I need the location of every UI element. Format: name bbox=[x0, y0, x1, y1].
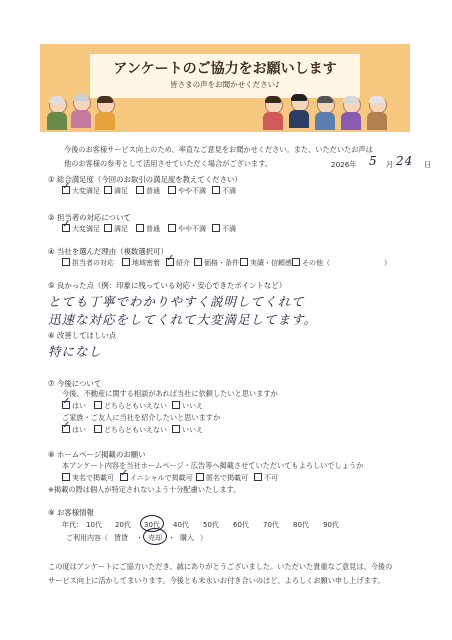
q2-option-satisfied[interactable]: 満足 bbox=[104, 224, 128, 234]
intro-line-1: 今後のお客様サービス向上のため、率直なご意見をお聞かせください。また、いただいたお声は bbox=[64, 145, 373, 154]
checkbox[interactable] bbox=[104, 186, 112, 194]
checkbox[interactable] bbox=[168, 186, 176, 194]
date-year: 2026年 bbox=[331, 160, 357, 169]
q1-option-normal[interactable]: 普通 bbox=[136, 186, 160, 196]
checkbox[interactable] bbox=[172, 425, 180, 433]
q7-question-1: 今後、不動産に関する相談があれば当社に依頼したいと思いますか bbox=[62, 389, 278, 398]
checkbox[interactable] bbox=[136, 224, 144, 232]
elderly-woman-illustration bbox=[70, 94, 92, 128]
checkbox[interactable] bbox=[168, 224, 176, 232]
banner-title-panel bbox=[90, 54, 360, 98]
q9-age-40s[interactable]: 40代 bbox=[173, 521, 189, 529]
checkbox-checked[interactable] bbox=[62, 425, 70, 433]
q9-usage-buy[interactable]: 購入 bbox=[180, 534, 194, 542]
elderly-man-illustration bbox=[46, 96, 68, 130]
q2-title: ② 担当者の対応について bbox=[48, 213, 131, 222]
q9-usage-sell[interactable]: 売却 bbox=[148, 534, 162, 542]
checkbox[interactable] bbox=[62, 258, 70, 266]
q4-other-close-paren: ） bbox=[384, 259, 391, 267]
q7-q1-option-no[interactable]: いいえ bbox=[172, 401, 203, 411]
q7-title: ⑦ 今後について bbox=[48, 379, 102, 388]
q9-usage-close: ） bbox=[200, 534, 207, 542]
closing-line-1: この度はアンケートにご協力いただき、誠にありがとうございました。いただいた貴重なご意見は、今後の bbox=[48, 562, 393, 571]
q2-option-dissatisfied[interactable]: 不満 bbox=[212, 224, 236, 234]
checkbox[interactable] bbox=[240, 258, 248, 266]
checkbox[interactable] bbox=[212, 186, 220, 194]
checkbox[interactable] bbox=[94, 401, 102, 409]
q2-option-normal[interactable]: 普通 bbox=[136, 224, 160, 234]
q7-q2-option-neither[interactable]: どちらともいえない bbox=[94, 425, 167, 435]
q5-title: ⑤ 良かった点（例：印象に残っている対応・安心できたポイントなど） bbox=[48, 281, 287, 290]
q8-question: 本アンケート内容を当社ホームページ・広告等へ掲載させていただいてもよろしいでしょうか bbox=[62, 461, 364, 470]
grandmother-illustration bbox=[340, 96, 362, 130]
date-month-handwritten: 5 bbox=[369, 154, 378, 168]
checkbox[interactable] bbox=[212, 224, 220, 232]
q7-q2-option-no[interactable]: いいえ bbox=[172, 425, 203, 435]
intro-line-2: 他のお客様の参考として活用させていただく場合がございます。 bbox=[64, 159, 272, 168]
q8-title: ⑧ ホームページ掲載のお願い bbox=[48, 450, 146, 459]
q6-title: ⑥ 改善してほしい点 bbox=[48, 331, 117, 340]
q4-option-staff[interactable]: 担当者の対応 bbox=[62, 258, 114, 268]
q8-option-initials[interactable]: ✓ イニシャルで掲載可 bbox=[120, 473, 193, 483]
q1-option-dissatisfied[interactable]: 不満 bbox=[212, 186, 236, 196]
checkbox[interactable] bbox=[172, 401, 180, 409]
q9-age-10s[interactable]: 10代 bbox=[86, 521, 102, 529]
checkbox-checked[interactable] bbox=[166, 258, 174, 266]
q4-title: ④ 当社を選んだ理由（複数選択可） bbox=[48, 247, 168, 256]
q7-q1-option-yes[interactable]: ✓はい bbox=[62, 401, 86, 411]
q2-option-somewhat-dissatisfied[interactable]: やや不満 bbox=[168, 224, 206, 234]
q7-question-2: ご家族・ご友人に当社を紹介したいと思いますか bbox=[62, 413, 221, 422]
q9-age-30s[interactable]: 30代 bbox=[144, 521, 160, 529]
q4-option-price[interactable]: 価格・条件 bbox=[194, 258, 239, 268]
q9-title: ⑨ お客様情報 bbox=[48, 508, 94, 517]
checkbox-checked[interactable] bbox=[62, 401, 70, 409]
q8-option-real-name[interactable]: 実名で掲載可 bbox=[62, 473, 114, 483]
q9-age-50s[interactable]: 50代 bbox=[203, 521, 219, 529]
q9-age-90s[interactable]: 90代 bbox=[323, 521, 339, 529]
q4-option-referral[interactable]: ✓ 紹介 bbox=[166, 258, 190, 268]
banner-title: アンケートのご協力をお願いします bbox=[113, 61, 337, 77]
q4-option-local[interactable]: 地域密着 bbox=[122, 258, 160, 268]
q9-age-70s[interactable]: 70代 bbox=[263, 521, 279, 529]
q1-title: ① 総合満足度（今回のお取引の満足度を教えてください） bbox=[48, 175, 242, 184]
date-month-label: 月 bbox=[386, 160, 394, 169]
q9-age-60s[interactable]: 60代 bbox=[233, 521, 249, 529]
q1-option-very-satisfied[interactable]: ✓大変満足 bbox=[62, 186, 100, 196]
checkbox[interactable] bbox=[254, 473, 262, 481]
q8-note: ※掲載の際は個人が特定されないよう十分配慮いたします。 bbox=[48, 485, 241, 494]
q2-option-very-satisfied[interactable]: ✓大変満足 bbox=[62, 224, 100, 234]
q9-usage-sep-1: ・ bbox=[136, 534, 143, 542]
q7-q2-option-yes[interactable]: ✓はい bbox=[62, 425, 86, 435]
q9-usage-label: ご利用内容（ bbox=[66, 534, 108, 542]
q8-option-not-allowed[interactable]: 不可 bbox=[254, 473, 278, 483]
q5-handwritten-answer-line-1: とても丁寧でわかりやすく説明してくれて bbox=[48, 294, 305, 309]
q8-option-anonymous[interactable]: 匿名で掲載可 bbox=[196, 473, 248, 483]
checkbox[interactable] bbox=[122, 258, 130, 266]
date-day-handwritten: 24 bbox=[396, 154, 414, 168]
q9-age-80s[interactable]: 80代 bbox=[293, 521, 309, 529]
q9-usage-sell-circled bbox=[143, 528, 167, 545]
q6-handwritten-answer: 特になし bbox=[48, 344, 103, 359]
q9-usage-rent[interactable]: 賃貸 bbox=[114, 534, 128, 542]
checkbox-checked[interactable] bbox=[62, 224, 70, 232]
q1-option-somewhat-dissatisfied[interactable]: やや不満 bbox=[168, 186, 206, 196]
closing-line-2: サービス向上に活かしてまいります。今後とも末永いお付き合いのほど、よろしくお願い申し上げます。 bbox=[48, 576, 385, 585]
checkbox[interactable] bbox=[104, 224, 112, 232]
q1-option-satisfied[interactable]: 満足 bbox=[104, 186, 128, 196]
checkbox[interactable] bbox=[194, 258, 202, 266]
checkbox-checked[interactable] bbox=[62, 186, 70, 194]
checkbox-checked[interactable] bbox=[120, 473, 128, 481]
checkbox[interactable] bbox=[136, 186, 144, 194]
man-illustration bbox=[314, 96, 336, 130]
q9-age-label: 年代： bbox=[62, 521, 83, 529]
child-illustration bbox=[94, 96, 116, 130]
q9-usage-sep-2: ・ bbox=[168, 534, 175, 542]
checkbox[interactable] bbox=[94, 425, 102, 433]
checkbox[interactable] bbox=[62, 473, 70, 481]
date-day-label: 日 bbox=[424, 160, 432, 169]
q9-age-20s[interactable]: 20代 bbox=[115, 521, 131, 529]
checkbox[interactable] bbox=[196, 473, 204, 481]
woman-illustration bbox=[262, 96, 284, 130]
header-banner bbox=[40, 44, 410, 132]
businessman-illustration bbox=[288, 94, 310, 128]
q7-q1-option-neither[interactable]: どちらともいえない bbox=[94, 401, 167, 411]
q4-option-trust[interactable]: 実績・信頼感 bbox=[240, 258, 292, 268]
banner-subtitle: 皆さまの声をお聞かせください♪ bbox=[170, 80, 280, 89]
q4-option-other[interactable]: その他（ bbox=[292, 258, 330, 268]
q5-handwritten-answer-line-2: 迅速な対応をしてくれて大変満足してます。 bbox=[48, 312, 318, 327]
grandfather-illustration bbox=[366, 96, 388, 130]
checkbox[interactable] bbox=[292, 258, 300, 266]
